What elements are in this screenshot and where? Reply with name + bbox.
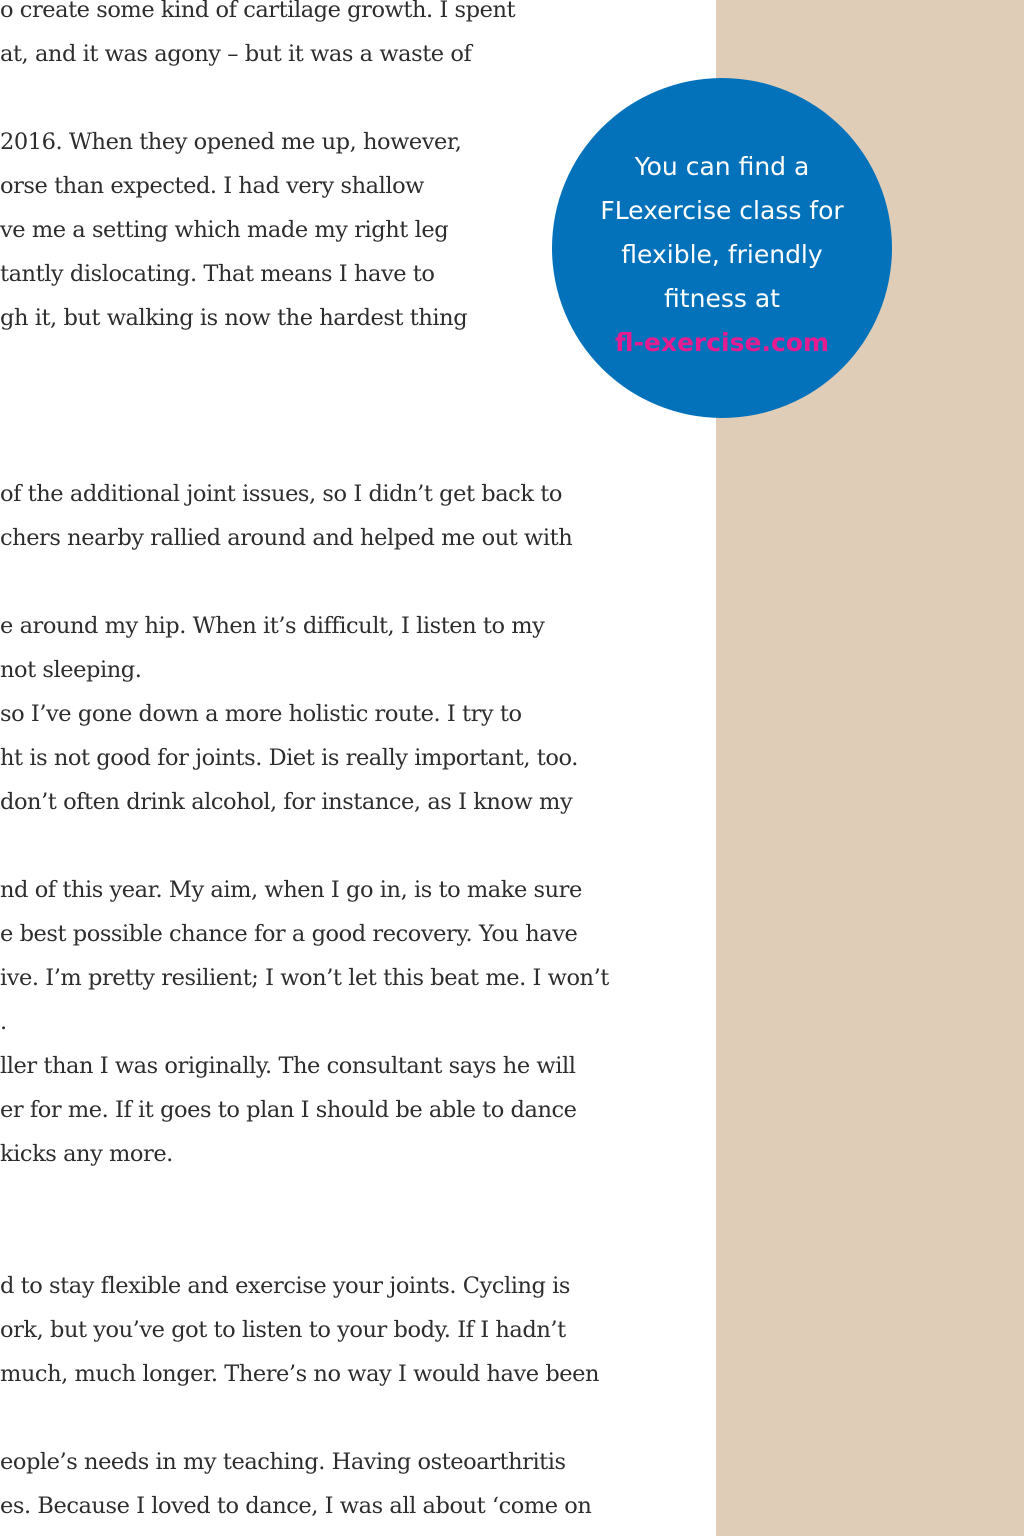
article-line: ive. I’m pretty resilient; I won’t let this beat me. I won’t (0, 965, 609, 991)
article-line: er for me. If it goes to plan I should be able to dance (0, 1097, 577, 1123)
article-line: chers nearby rallied around and helped me out with (0, 525, 573, 551)
article-line: . (0, 1009, 7, 1035)
callout-circle (552, 78, 892, 418)
article-line: tantly dislocating. That means I have to (0, 261, 435, 287)
article-line: d to stay flexible and exercise your joints. Cycling is (0, 1273, 571, 1299)
article-line: of the additional joint issues, so I didn’t get back to (0, 481, 562, 507)
article-line: 2016. When they opened me up, however, (0, 129, 462, 155)
article-line: orse than expected. I had very shallow (0, 173, 424, 199)
article-line: much, much longer. There’s no way I would have been (0, 1361, 600, 1387)
callout-line: fitness at (664, 284, 780, 313)
article-line: ve me a setting which made my right leg (0, 217, 449, 243)
article-line: not sleeping. (0, 657, 142, 683)
article-line: ork, but you’ve got to listen to your body. If I hadn’t (0, 1317, 566, 1343)
article-line: ller than I was originally. The consultant says he will (0, 1053, 576, 1079)
article-line: nd of this year. My aim, when I go in, is to make sure (0, 877, 582, 903)
article-line: ht is not good for joints. Diet is really important, too. (0, 745, 578, 771)
article-line: so I’ve gone down a more holistic route. I try to (0, 701, 522, 727)
website-link[interactable]: fl-exercise.com (614, 328, 830, 357)
article-line: e around my hip. When it’s difficult, I listen to my (0, 613, 545, 639)
article-line: e best possible chance for a good recovery. You have (0, 921, 578, 947)
callout-line: flexible, friendly (621, 240, 823, 269)
article-line: kicks any more. (0, 1141, 173, 1167)
article-line: don’t often drink alcohol, for instance, as I know my (0, 789, 573, 815)
article-line: o create some kind of cartilage growth. I spent (0, 0, 516, 23)
callout-text (552, 145, 892, 365)
article-line: es. Because I loved to dance, I was all about ‘come on (0, 1493, 592, 1519)
article-line: at, and it was agony – but it was a waste of (0, 41, 472, 67)
callout-line: You can find a (634, 152, 810, 181)
article-line: eople’s needs in my teaching. Having osteoarthritis (0, 1449, 566, 1475)
article-line: gh it, but walking is now the hardest thing (0, 305, 468, 331)
callout-line: FLexercise class for (600, 196, 844, 225)
